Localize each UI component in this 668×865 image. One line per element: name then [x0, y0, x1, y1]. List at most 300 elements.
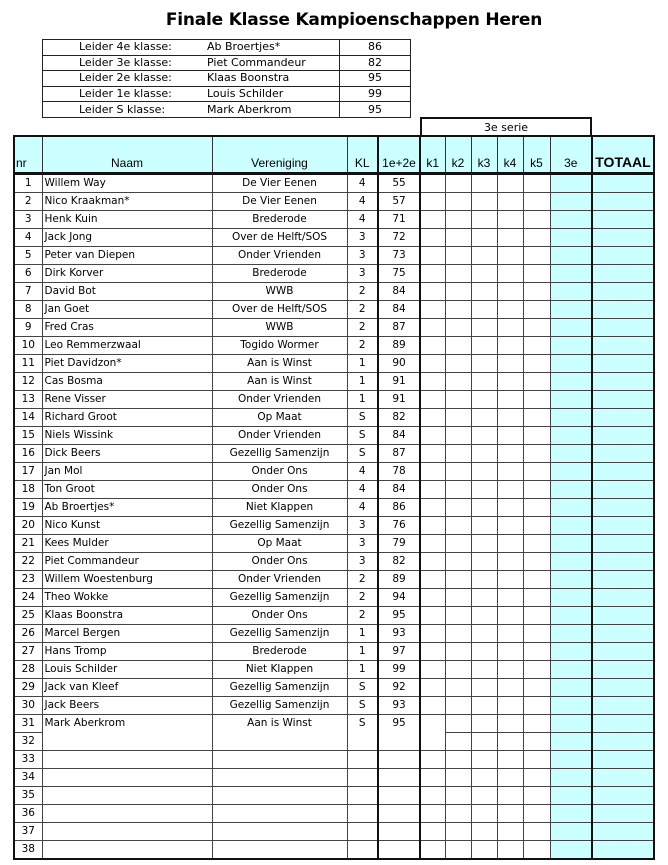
- cell-vereniging[interactable]: Gezellig Samenzijn: [212, 517, 347, 535]
- cell-totaal[interactable]: [592, 679, 654, 697]
- cell-k4[interactable]: [497, 679, 523, 697]
- cell-3e[interactable]: [550, 211, 592, 229]
- cell-k5[interactable]: [523, 625, 550, 643]
- cell-k2[interactable]: [445, 535, 471, 553]
- cell-k3[interactable]: [471, 193, 497, 211]
- cell-k5[interactable]: [523, 319, 550, 337]
- cell-k2[interactable]: [445, 445, 471, 463]
- cell-k5[interactable]: [523, 481, 550, 499]
- cell-k3[interactable]: [471, 661, 497, 679]
- cell-3e[interactable]: [550, 445, 592, 463]
- cell-k1[interactable]: [420, 625, 445, 643]
- cell-k3[interactable]: [471, 625, 497, 643]
- cell-vereniging[interactable]: Gezellig Samenzijn: [212, 445, 347, 463]
- cell-k3[interactable]: [471, 517, 497, 535]
- cell-k1[interactable]: [420, 823, 445, 841]
- cell-naam[interactable]: Nico Kraakman*: [42, 193, 212, 211]
- cell-totaal[interactable]: [592, 715, 654, 733]
- cell-k2[interactable]: [445, 607, 471, 625]
- cell-naam[interactable]: [42, 733, 212, 751]
- cell-k1[interactable]: [420, 751, 445, 769]
- cell-k4[interactable]: [497, 661, 523, 679]
- cell-totaal[interactable]: [592, 589, 654, 607]
- cell-k5[interactable]: [523, 589, 550, 607]
- cell-totaal[interactable]: [592, 337, 654, 355]
- cell-k2[interactable]: [445, 787, 471, 805]
- cell-k1[interactable]: [420, 787, 445, 805]
- cell-naam[interactable]: David Bot: [42, 283, 212, 301]
- cell-k5[interactable]: [523, 499, 550, 517]
- cell-score12[interactable]: 93: [378, 697, 420, 715]
- cell-totaal[interactable]: [592, 355, 654, 373]
- cell-vereniging[interactable]: Over de Helft/SOS: [212, 229, 347, 247]
- cell-score12[interactable]: 93: [378, 625, 420, 643]
- cell-3e[interactable]: [550, 409, 592, 427]
- cell-k4[interactable]: [497, 229, 523, 247]
- cell-vereniging[interactable]: [212, 805, 347, 823]
- cell-3e[interactable]: [550, 391, 592, 409]
- cell-3e[interactable]: [550, 661, 592, 679]
- cell-vereniging[interactable]: Over de Helft/SOS: [212, 301, 347, 319]
- cell-k2[interactable]: [445, 211, 471, 229]
- cell-vereniging[interactable]: Niet Klappen: [212, 661, 347, 679]
- cell-score12[interactable]: 82: [378, 553, 420, 571]
- leader-name[interactable]: Ab Broertjes*: [207, 40, 340, 56]
- cell-k4[interactable]: [497, 607, 523, 625]
- cell-totaal[interactable]: [592, 463, 654, 481]
- cell-score12[interactable]: [378, 751, 420, 769]
- cell-k3[interactable]: [471, 499, 497, 517]
- cell-3e[interactable]: [550, 607, 592, 625]
- cell-score12[interactable]: 78: [378, 463, 420, 481]
- cell-totaal[interactable]: [592, 445, 654, 463]
- cell-k2[interactable]: [445, 427, 471, 445]
- cell-k3[interactable]: [471, 337, 497, 355]
- cell-naam[interactable]: Dirk Korver: [42, 265, 212, 283]
- cell-k1[interactable]: [420, 769, 445, 787]
- cell-k2[interactable]: [445, 643, 471, 661]
- cell-k5[interactable]: [523, 769, 550, 787]
- cell-kl[interactable]: S: [347, 697, 378, 715]
- cell-kl[interactable]: [347, 787, 378, 805]
- cell-3e[interactable]: [550, 499, 592, 517]
- cell-k5[interactable]: [523, 535, 550, 553]
- cell-naam[interactable]: Klaas Boonstra: [42, 607, 212, 625]
- cell-kl[interactable]: 3: [347, 265, 378, 283]
- cell-k2[interactable]: [445, 589, 471, 607]
- cell-totaal[interactable]: [592, 174, 654, 193]
- cell-k2[interactable]: [445, 265, 471, 283]
- cell-score12[interactable]: 73: [378, 247, 420, 265]
- cell-k1[interactable]: [420, 571, 445, 589]
- cell-3e[interactable]: [550, 247, 592, 265]
- cell-3e[interactable]: [550, 571, 592, 589]
- cell-k2[interactable]: [445, 319, 471, 337]
- cell-score12[interactable]: 89: [378, 571, 420, 589]
- cell-naam[interactable]: Henk Kuin: [42, 211, 212, 229]
- cell-3e[interactable]: [550, 481, 592, 499]
- cell-k2[interactable]: [445, 193, 471, 211]
- cell-kl[interactable]: 2: [347, 607, 378, 625]
- cell-k2[interactable]: [445, 841, 471, 860]
- cell-k3[interactable]: [471, 589, 497, 607]
- cell-k3[interactable]: [471, 319, 497, 337]
- cell-totaal[interactable]: [592, 787, 654, 805]
- cell-k3[interactable]: [471, 823, 497, 841]
- cell-totaal[interactable]: [592, 571, 654, 589]
- cell-vereniging[interactable]: [212, 733, 347, 751]
- cell-3e[interactable]: [550, 517, 592, 535]
- cell-vereniging[interactable]: Aan is Winst: [212, 373, 347, 391]
- cell-3e[interactable]: [550, 373, 592, 391]
- cell-k1[interactable]: [420, 283, 445, 301]
- cell-k3[interactable]: [471, 805, 497, 823]
- leader-name[interactable]: Mark Aberkrom: [207, 102, 340, 118]
- cell-vereniging[interactable]: De Vier Eenen: [212, 174, 347, 193]
- cell-k1[interactable]: [420, 193, 445, 211]
- cell-k2[interactable]: [445, 499, 471, 517]
- cell-vereniging[interactable]: Aan is Winst: [212, 715, 347, 733]
- cell-vereniging[interactable]: [212, 841, 347, 860]
- cell-vereniging[interactable]: [212, 823, 347, 841]
- cell-naam[interactable]: Leo Remmerzwaal: [42, 337, 212, 355]
- cell-kl[interactable]: 4: [347, 193, 378, 211]
- cell-score12[interactable]: 72: [378, 229, 420, 247]
- cell-k3[interactable]: [471, 697, 497, 715]
- cell-kl[interactable]: 3: [347, 247, 378, 265]
- cell-naam[interactable]: [42, 805, 212, 823]
- cell-3e[interactable]: [550, 174, 592, 193]
- cell-naam[interactable]: Mark Aberkrom: [42, 715, 212, 733]
- cell-k5[interactable]: [523, 445, 550, 463]
- cell-score12[interactable]: 82: [378, 409, 420, 427]
- cell-k5[interactable]: [523, 841, 550, 860]
- cell-k3[interactable]: [471, 715, 497, 733]
- cell-k1[interactable]: [420, 211, 445, 229]
- cell-score12[interactable]: 99: [378, 661, 420, 679]
- cell-k2[interactable]: [445, 373, 471, 391]
- cell-k5[interactable]: [523, 679, 550, 697]
- cell-vereniging[interactable]: [212, 787, 347, 805]
- cell-k4[interactable]: [497, 193, 523, 211]
- cell-3e[interactable]: [550, 841, 592, 860]
- cell-naam[interactable]: Dick Beers: [42, 445, 212, 463]
- cell-totaal[interactable]: [592, 553, 654, 571]
- cell-k5[interactable]: [523, 733, 550, 751]
- cell-3e[interactable]: [550, 733, 592, 751]
- cell-k5[interactable]: [523, 805, 550, 823]
- cell-naam[interactable]: Theo Wokke: [42, 589, 212, 607]
- cell-k2[interactable]: [445, 733, 471, 751]
- cell-k1[interactable]: [420, 589, 445, 607]
- cell-k5[interactable]: [523, 193, 550, 211]
- cell-k2[interactable]: [445, 481, 471, 499]
- cell-k5[interactable]: [523, 247, 550, 265]
- cell-k3[interactable]: [471, 463, 497, 481]
- cell-k5[interactable]: [523, 517, 550, 535]
- cell-score12[interactable]: 89: [378, 337, 420, 355]
- cell-k3[interactable]: [471, 283, 497, 301]
- cell-score12[interactable]: 97: [378, 643, 420, 661]
- cell-totaal[interactable]: [592, 481, 654, 499]
- cell-totaal[interactable]: [592, 733, 654, 751]
- cell-k3[interactable]: [471, 301, 497, 319]
- cell-k2[interactable]: [445, 247, 471, 265]
- cell-score12[interactable]: 92: [378, 679, 420, 697]
- cell-naam[interactable]: Jan Goet: [42, 301, 212, 319]
- cell-k1[interactable]: [420, 481, 445, 499]
- cell-totaal[interactable]: [592, 841, 654, 860]
- cell-kl[interactable]: 1: [347, 373, 378, 391]
- cell-k3[interactable]: [471, 787, 497, 805]
- cell-k5[interactable]: [523, 571, 550, 589]
- cell-k5[interactable]: [523, 697, 550, 715]
- cell-score12[interactable]: [378, 805, 420, 823]
- cell-vereniging[interactable]: Aan is Winst: [212, 355, 347, 373]
- cell-naam[interactable]: Nico Kunst: [42, 517, 212, 535]
- cell-k3[interactable]: [471, 247, 497, 265]
- cell-k2[interactable]: [445, 805, 471, 823]
- cell-k2[interactable]: [445, 409, 471, 427]
- cell-k1[interactable]: [420, 174, 445, 193]
- cell-3e[interactable]: [550, 625, 592, 643]
- leader-score[interactable]: 86: [340, 40, 411, 56]
- cell-k2[interactable]: [445, 661, 471, 679]
- cell-naam[interactable]: Cas Bosma: [42, 373, 212, 391]
- cell-kl[interactable]: 4: [347, 211, 378, 229]
- cell-vereniging[interactable]: Gezellig Samenzijn: [212, 589, 347, 607]
- cell-naam[interactable]: Jan Mol: [42, 463, 212, 481]
- cell-kl[interactable]: [347, 823, 378, 841]
- cell-vereniging[interactable]: Onder Ons: [212, 607, 347, 625]
- cell-vereniging[interactable]: Onder Vrienden: [212, 571, 347, 589]
- cell-naam[interactable]: Ton Groot: [42, 481, 212, 499]
- cell-vereniging[interactable]: Togido Wormer: [212, 337, 347, 355]
- cell-totaal[interactable]: [592, 373, 654, 391]
- cell-kl[interactable]: [347, 751, 378, 769]
- cell-k2[interactable]: [445, 283, 471, 301]
- cell-vereniging[interactable]: WWB: [212, 319, 347, 337]
- cell-vereniging[interactable]: Onder Vrienden: [212, 427, 347, 445]
- cell-vereniging[interactable]: Onder Vrienden: [212, 391, 347, 409]
- cell-vereniging[interactable]: Gezellig Samenzijn: [212, 625, 347, 643]
- cell-k2[interactable]: [445, 355, 471, 373]
- cell-naam[interactable]: Peter van Diepen: [42, 247, 212, 265]
- cell-3e[interactable]: [550, 643, 592, 661]
- cell-kl[interactable]: 1: [347, 661, 378, 679]
- cell-k2[interactable]: [445, 823, 471, 841]
- cell-score12[interactable]: 84: [378, 301, 420, 319]
- cell-kl[interactable]: [347, 841, 378, 860]
- cell-k1[interactable]: [420, 427, 445, 445]
- cell-k4[interactable]: [497, 733, 523, 751]
- cell-kl[interactable]: S: [347, 445, 378, 463]
- cell-totaal[interactable]: [592, 283, 654, 301]
- cell-kl[interactable]: 3: [347, 517, 378, 535]
- cell-k4[interactable]: [497, 283, 523, 301]
- cell-kl[interactable]: 1: [347, 643, 378, 661]
- cell-score12[interactable]: 71: [378, 211, 420, 229]
- cell-score12[interactable]: 79: [378, 535, 420, 553]
- cell-score12[interactable]: 76: [378, 517, 420, 535]
- leader-name[interactable]: Klaas Boonstra: [207, 71, 340, 87]
- cell-totaal[interactable]: [592, 697, 654, 715]
- cell-kl[interactable]: 2: [347, 283, 378, 301]
- cell-k5[interactable]: [523, 607, 550, 625]
- cell-naam[interactable]: Hans Tromp: [42, 643, 212, 661]
- cell-3e[interactable]: [550, 751, 592, 769]
- cell-k1[interactable]: [420, 445, 445, 463]
- cell-3e[interactable]: [550, 427, 592, 445]
- cell-naam[interactable]: Jack Beers: [42, 697, 212, 715]
- cell-k4[interactable]: [497, 427, 523, 445]
- cell-naam[interactable]: Willem Woestenburg: [42, 571, 212, 589]
- cell-kl[interactable]: 3: [347, 553, 378, 571]
- cell-score12[interactable]: 57: [378, 193, 420, 211]
- cell-k3[interactable]: [471, 769, 497, 787]
- cell-naam[interactable]: Rene Visser: [42, 391, 212, 409]
- cell-3e[interactable]: [550, 787, 592, 805]
- cell-kl[interactable]: 4: [347, 174, 378, 193]
- cell-3e[interactable]: [550, 265, 592, 283]
- cell-naam[interactable]: [42, 787, 212, 805]
- cell-naam[interactable]: Willem Way: [42, 174, 212, 193]
- leader-name[interactable]: Louis Schilder: [207, 86, 340, 102]
- cell-totaal[interactable]: [592, 517, 654, 535]
- cell-score12[interactable]: [378, 787, 420, 805]
- cell-vereniging[interactable]: WWB: [212, 283, 347, 301]
- cell-k3[interactable]: [471, 409, 497, 427]
- cell-kl[interactable]: S: [347, 679, 378, 697]
- cell-k2[interactable]: [445, 391, 471, 409]
- cell-vereniging[interactable]: Gezellig Samenzijn: [212, 697, 347, 715]
- cell-k1[interactable]: [420, 715, 445, 733]
- cell-kl[interactable]: 2: [347, 571, 378, 589]
- cell-k1[interactable]: [420, 733, 445, 751]
- cell-kl[interactable]: S: [347, 715, 378, 733]
- cell-k1[interactable]: [420, 373, 445, 391]
- cell-k4[interactable]: [497, 337, 523, 355]
- cell-3e[interactable]: [550, 589, 592, 607]
- cell-totaal[interactable]: [592, 823, 654, 841]
- cell-score12[interactable]: 90: [378, 355, 420, 373]
- cell-k3[interactable]: [471, 733, 497, 751]
- cell-k4[interactable]: [497, 643, 523, 661]
- cell-k4[interactable]: [497, 517, 523, 535]
- cell-k5[interactable]: [523, 409, 550, 427]
- cell-k2[interactable]: [445, 679, 471, 697]
- cell-k5[interactable]: [523, 229, 550, 247]
- cell-k3[interactable]: [471, 481, 497, 499]
- leader-score[interactable]: 95: [340, 102, 411, 118]
- cell-k4[interactable]: [497, 625, 523, 643]
- cell-kl[interactable]: 1: [347, 355, 378, 373]
- cell-kl[interactable]: 3: [347, 535, 378, 553]
- cell-k5[interactable]: [523, 211, 550, 229]
- cell-totaal[interactable]: [592, 409, 654, 427]
- cell-k1[interactable]: [420, 301, 445, 319]
- cell-totaal[interactable]: [592, 319, 654, 337]
- cell-k1[interactable]: [420, 499, 445, 517]
- cell-k3[interactable]: [471, 571, 497, 589]
- cell-k2[interactable]: [445, 517, 471, 535]
- cell-k4[interactable]: [497, 211, 523, 229]
- cell-kl[interactable]: 1: [347, 625, 378, 643]
- cell-k5[interactable]: [523, 553, 550, 571]
- cell-k2[interactable]: [445, 337, 471, 355]
- cell-kl[interactable]: 2: [347, 319, 378, 337]
- cell-score12[interactable]: 91: [378, 373, 420, 391]
- cell-k4[interactable]: [497, 769, 523, 787]
- cell-naam[interactable]: Jack Jong: [42, 229, 212, 247]
- cell-k5[interactable]: [523, 391, 550, 409]
- leader-score[interactable]: 82: [340, 55, 411, 71]
- cell-3e[interactable]: [550, 301, 592, 319]
- cell-k3[interactable]: [471, 679, 497, 697]
- cell-k2[interactable]: [445, 174, 471, 193]
- cell-k4[interactable]: [497, 391, 523, 409]
- cell-3e[interactable]: [550, 769, 592, 787]
- cell-3e[interactable]: [550, 229, 592, 247]
- cell-k2[interactable]: [445, 769, 471, 787]
- cell-3e[interactable]: [550, 319, 592, 337]
- leader-score[interactable]: 99: [340, 86, 411, 102]
- cell-vereniging[interactable]: Onder Ons: [212, 553, 347, 571]
- cell-k1[interactable]: [420, 319, 445, 337]
- cell-k5[interactable]: [523, 463, 550, 481]
- cell-k4[interactable]: [497, 787, 523, 805]
- cell-score12[interactable]: 87: [378, 319, 420, 337]
- cell-kl[interactable]: [347, 805, 378, 823]
- cell-totaal[interactable]: [592, 769, 654, 787]
- cell-3e[interactable]: [550, 823, 592, 841]
- cell-3e[interactable]: [550, 697, 592, 715]
- cell-k4[interactable]: [497, 805, 523, 823]
- cell-k4[interactable]: [497, 751, 523, 769]
- cell-k4[interactable]: [497, 823, 523, 841]
- cell-score12[interactable]: 95: [378, 715, 420, 733]
- cell-3e[interactable]: [550, 283, 592, 301]
- cell-kl[interactable]: S: [347, 409, 378, 427]
- cell-k2[interactable]: [445, 751, 471, 769]
- cell-score12[interactable]: 94: [378, 589, 420, 607]
- cell-naam[interactable]: Marcel Bergen: [42, 625, 212, 643]
- cell-kl[interactable]: 4: [347, 463, 378, 481]
- cell-vereniging[interactable]: Onder Ons: [212, 463, 347, 481]
- cell-score12[interactable]: 55: [378, 174, 420, 193]
- cell-kl[interactable]: [347, 733, 378, 751]
- cell-kl[interactable]: 2: [347, 337, 378, 355]
- cell-k1[interactable]: [420, 841, 445, 860]
- cell-score12[interactable]: 84: [378, 283, 420, 301]
- cell-k1[interactable]: [420, 553, 445, 571]
- cell-score12[interactable]: [378, 769, 420, 787]
- cell-k3[interactable]: [471, 229, 497, 247]
- cell-naam[interactable]: [42, 751, 212, 769]
- cell-k1[interactable]: [420, 517, 445, 535]
- cell-totaal[interactable]: [592, 751, 654, 769]
- cell-k2[interactable]: [445, 229, 471, 247]
- cell-k1[interactable]: [420, 409, 445, 427]
- cell-k1[interactable]: [420, 391, 445, 409]
- cell-k4[interactable]: [497, 571, 523, 589]
- cell-vereniging[interactable]: Op Maat: [212, 535, 347, 553]
- cell-k3[interactable]: [471, 607, 497, 625]
- cell-vereniging[interactable]: Niet Klappen: [212, 499, 347, 517]
- cell-k1[interactable]: [420, 661, 445, 679]
- cell-k3[interactable]: [471, 373, 497, 391]
- cell-k1[interactable]: [420, 265, 445, 283]
